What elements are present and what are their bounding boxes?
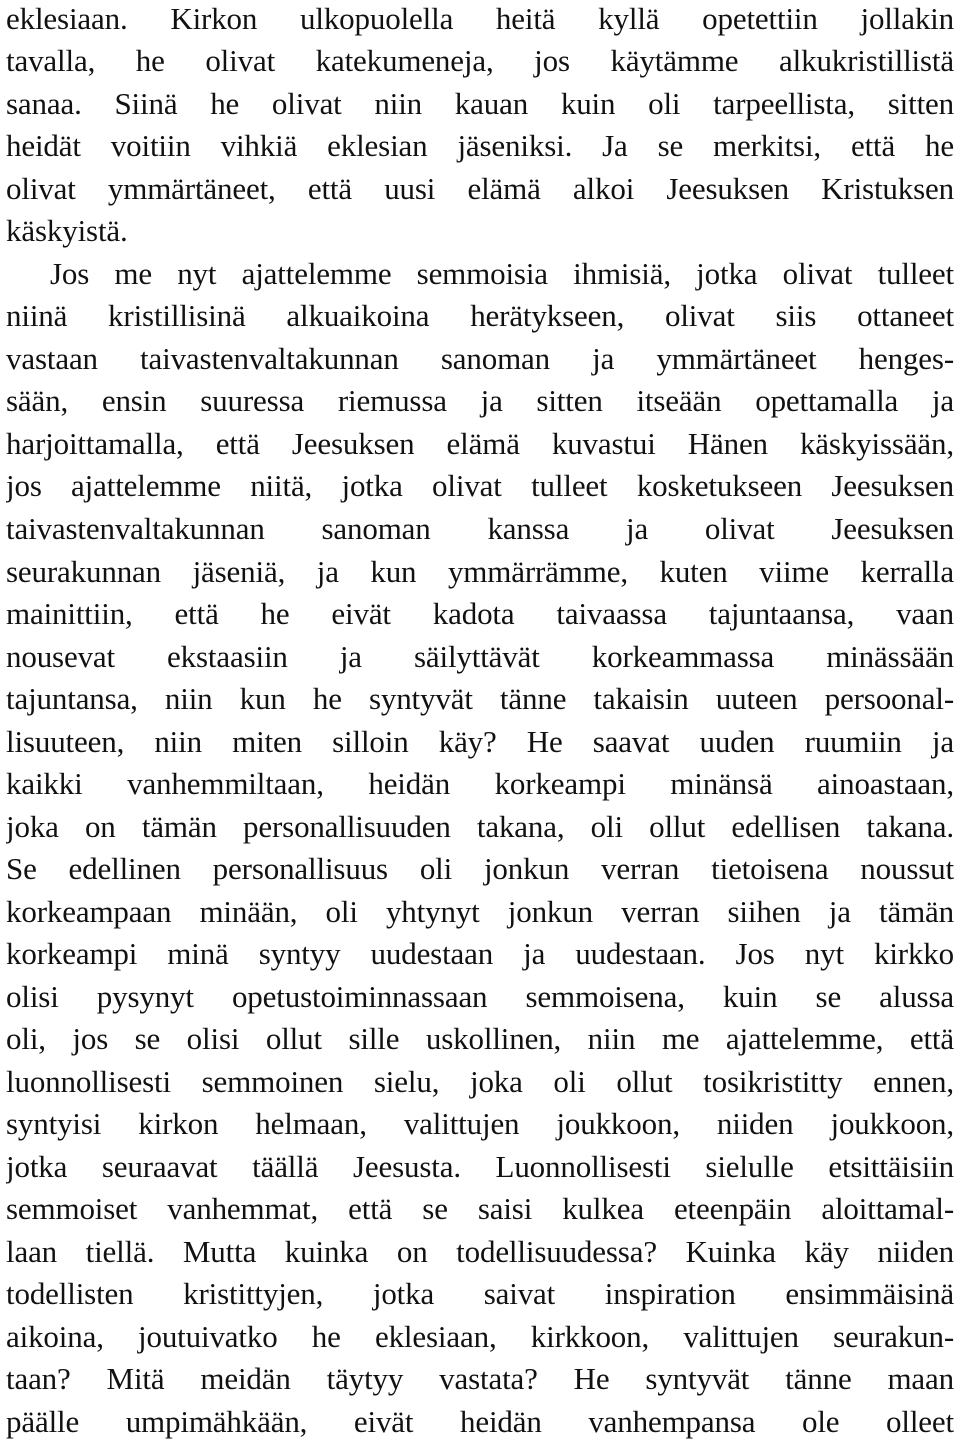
- text-line: Jos me nyt ajattelemme semmoisia ihmisiä, jotka olivat tulleet: [50, 256, 954, 291]
- text-line: olivat ymmärtäneet, että uusi elämä alkoi Jeesuksen Kristuksen: [6, 171, 954, 206]
- text-line: taivastenvaltakunnan sanoman kanssa ja olivat Jeesuksen: [6, 511, 954, 546]
- text-line: nousevat ekstaasiin ja säilyttävät korkeammassa minässään: [6, 639, 954, 674]
- text-line: jos ajattelemme niitä, jotka olivat tulleet kosketukseen Jeesuksen: [6, 468, 954, 503]
- text-line: mainittiin, että he eivät kadota taivaassa tajuntaansa, vaan: [6, 596, 954, 631]
- text-line: sanaa. Siinä he olivat niin kauan kuin oli tarpeellista, sitten: [6, 86, 954, 121]
- text-line: semmoiset vanhemmat, että se saisi kulkea eteenpäin aloittamal-: [6, 1191, 954, 1226]
- text-line: jotka seuraavat täällä Jeesusta. Luonnollisesti sielulle etsittäisiin: [6, 1149, 954, 1184]
- text-line: vastaan taivastenvaltakunnan sanoman ja ymmärtäneet henges-: [6, 341, 954, 376]
- text-line: päälle umpimähkään, eivät heidän vanhempansa ole olleet: [6, 1404, 954, 1439]
- text-line: todellisten kristittyjen, jotka saivat inspiration ensimmäisinä: [6, 1276, 954, 1311]
- text-line: eklesiaan. Kirkon ulkopuolella heitä kyllä opetettiin jollakin: [6, 1, 954, 36]
- text-line: käskyistä.: [6, 213, 128, 248]
- text-line: niinä kristillisinä alkuaikoina herätykseen, olivat siis ottaneet: [6, 298, 954, 333]
- text-line: joka on tämän personallisuuden takana, oli ollut edellisen takana.: [6, 809, 954, 844]
- text-line: olisi pysynyt opetustoiminnassaan semmoisena, kuin se alussa: [6, 979, 954, 1014]
- text-line: Se edellinen personallisuus oli jonkun verran tietoisena noussut: [6, 851, 954, 886]
- text-line: tajuntansa, niin kun he syntyvät tänne takaisin uuteen persoonal-: [6, 681, 954, 716]
- text-line: taan? Mitä meidän täytyy vastata? He syntyvät tänne maan: [6, 1361, 954, 1396]
- text-line: korkeampaan minään, oli yhtynyt jonkun verran siihen ja tämän: [6, 894, 954, 929]
- text-line: laan tiellä. Mutta kuinka on todellisuudessa? Kuinka käy niiden: [6, 1234, 954, 1269]
- text-line: luonnollisesti semmoinen sielu, joka oli ollut tosikristitty ennen,: [6, 1064, 954, 1099]
- text-line: oli, jos se olisi ollut sille uskollinen, niin me ajattelemme, että: [6, 1021, 954, 1056]
- text-line: lisuuteen, niin miten silloin käy? He saavat uuden ruumiin ja: [6, 724, 954, 759]
- text-line: seurakunnan jäseniä, ja kun ymmärrämme, kuten viime kerralla: [6, 554, 954, 589]
- text-line: syntyisi kirkon helmaan, valittujen joukkoon, niiden joukkoon,: [6, 1106, 954, 1141]
- text-line: korkeampi minä syntyy uudestaan ja uudestaan. Jos nyt kirkko: [6, 936, 954, 971]
- text-line: sään, ensin suuressa riemussa ja sitten itseään opettamalla ja: [6, 383, 954, 418]
- text-line: aikoina, joutuivatko he eklesiaan, kirkkoon, valittujen seurakun-: [6, 1319, 954, 1354]
- text-line: heidät voitiin vihkiä eklesian jäseniksi. Ja se merkitsi, että he: [6, 128, 954, 163]
- text-line: kaikki vanhemmiltaan, heidän korkeampi minänsä ainoastaan,: [6, 766, 954, 801]
- text-line: harjoittamalla, että Jeesuksen elämä kuvastui Hänen käskyissään,: [6, 426, 954, 461]
- text-line: tavalla, he olivat katekumeneja, jos käytämme alkukristillistä: [6, 43, 954, 78]
